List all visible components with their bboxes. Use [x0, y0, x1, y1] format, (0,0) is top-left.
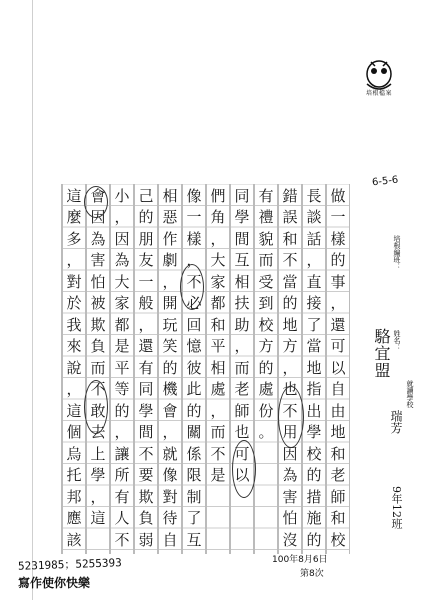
- essay-char: 也: [282, 380, 298, 398]
- essay-column: [230, 184, 254, 554]
- essay-char: 了: [186, 509, 202, 527]
- essay-char: 回: [186, 315, 202, 334]
- essay-char: 學: [234, 208, 250, 226]
- essay-char: 同: [138, 380, 154, 398]
- essay-char: 相: [234, 272, 250, 291]
- essay-char: 直: [306, 272, 322, 291]
- essay-char: 校: [258, 315, 274, 334]
- essay-char: 還: [138, 337, 154, 355]
- logo-caption: 培根檔案: [365, 90, 392, 97]
- essay-char: 的: [258, 358, 274, 377]
- essay-char: 的: [186, 401, 202, 420]
- essay-char: 個: [66, 423, 82, 441]
- essay-char: 長: [306, 186, 322, 205]
- essay-char: 間: [138, 423, 154, 441]
- essay-column: [134, 184, 158, 554]
- essay-char: 施: [306, 509, 322, 527]
- essay-column: [86, 184, 110, 554]
- essay-char: 師: [234, 401, 250, 420]
- essay-char: 說: [66, 358, 82, 377]
- essay-char: ，: [90, 487, 106, 506]
- essay-char: 老: [330, 466, 346, 484]
- essay-char: ，: [162, 423, 178, 441]
- essay-char: 家: [210, 272, 226, 291]
- essay-char: 憶: [186, 337, 202, 355]
- essay-char: ，: [66, 251, 82, 269]
- essay-char: 大: [114, 272, 130, 291]
- essay-char: 去: [90, 423, 106, 441]
- essay-char: 角: [210, 208, 226, 226]
- essay-char: 學: [138, 401, 154, 420]
- essay-char: 待: [162, 509, 178, 527]
- essay-char: 此: [186, 380, 202, 398]
- essay-char: 因: [90, 208, 106, 226]
- essay-char: 受: [258, 272, 274, 291]
- essay-char: 互: [234, 251, 250, 269]
- essay-char: 和: [330, 444, 346, 463]
- essay-char: 老: [234, 380, 250, 398]
- essay-char: 上: [90, 444, 106, 463]
- essay-char: 不: [90, 380, 106, 398]
- essay-char: 怕: [282, 509, 298, 527]
- essay-char: 樣: [186, 229, 202, 248]
- essay-char: 。: [258, 423, 274, 441]
- essay-char: 不: [282, 401, 298, 420]
- essay-char: 間: [234, 229, 250, 248]
- essay-char: 到: [258, 294, 274, 312]
- essay-char: 這: [90, 509, 106, 527]
- essay-char: ，: [114, 208, 130, 226]
- essay-date: 100年8月6日: [272, 555, 328, 565]
- essay-char: 因: [114, 229, 130, 248]
- essay-char: 互: [186, 530, 202, 549]
- student-name: 駱宜盟: [372, 328, 391, 379]
- essay-char: 接: [306, 294, 322, 312]
- essay-char: ，: [210, 401, 226, 420]
- essay-char: 關: [186, 423, 202, 441]
- margin-line: [32, 0, 33, 600]
- essay-char: 處: [258, 380, 274, 398]
- essay-char: 和: [330, 509, 346, 527]
- essay-char: 家: [114, 294, 130, 312]
- essay-char: 等: [114, 380, 130, 398]
- essay-char: 不: [138, 444, 154, 463]
- essay-char: 措: [306, 487, 322, 506]
- school-label: 就讀學校: [406, 380, 414, 408]
- essay-char: ，: [306, 251, 322, 269]
- essay-char: 師: [330, 487, 346, 506]
- essay-char: 負: [90, 337, 106, 355]
- essay-column: [110, 184, 134, 554]
- essay-char: ，: [234, 337, 250, 355]
- essay-char: 小: [114, 186, 130, 205]
- essay-char: 是: [210, 466, 226, 484]
- essay-char: 都: [114, 315, 130, 334]
- essay-char: 所: [114, 466, 130, 484]
- essay-char: 被: [90, 294, 106, 312]
- essay-char: 會: [162, 401, 178, 420]
- essay-char: 自: [330, 380, 346, 398]
- essay-char: 扶: [234, 294, 250, 312]
- essay-char: 必: [186, 294, 202, 312]
- essay-char: 來: [66, 337, 82, 355]
- essay-char: 的: [306, 530, 322, 549]
- essay-char: 一: [186, 208, 202, 226]
- essay-column: [62, 184, 86, 554]
- essay-char: 以: [234, 466, 250, 484]
- essay-char: 了: [306, 315, 322, 334]
- essay-char: 欺: [90, 315, 106, 334]
- essay-char: 事: [330, 272, 346, 291]
- essay-char: 以: [330, 358, 346, 377]
- essay-char: 沒: [282, 530, 298, 549]
- essay-char: 談: [306, 208, 322, 226]
- essay-char: 做: [330, 186, 346, 205]
- essay-char: 對: [162, 487, 178, 506]
- essay-char: 可: [234, 444, 250, 463]
- correction-circle: [84, 380, 108, 434]
- essay-column: [158, 184, 182, 554]
- essay-char: 應: [66, 509, 82, 527]
- essay-char: 劇: [162, 251, 178, 269]
- essay-char: ，: [210, 229, 226, 248]
- essay-char: 欺: [138, 487, 154, 506]
- essay-char: 有: [114, 487, 130, 506]
- essay-char: 和: [282, 229, 298, 248]
- essay-char: 因: [282, 444, 298, 463]
- essay-column: [182, 184, 206, 554]
- essay-char: 校: [330, 530, 346, 549]
- essay-char: 指: [306, 380, 322, 398]
- essay-char: 的: [282, 294, 298, 312]
- essay-char: ，: [114, 423, 130, 441]
- name-label: 姓名：: [393, 330, 401, 351]
- essay-char: 有: [258, 186, 274, 205]
- essay-char: 係: [186, 444, 202, 463]
- essay-char: 為: [282, 466, 298, 484]
- essay-char: 友: [138, 251, 154, 269]
- essay-char: 還: [330, 315, 346, 334]
- essay-char: 用: [282, 423, 298, 441]
- essay-char: 害: [90, 251, 106, 269]
- essay-char: 學: [90, 466, 106, 484]
- essay-char: 的: [114, 401, 130, 420]
- essay-char: 而: [258, 251, 274, 269]
- essay-char: 多: [66, 229, 82, 248]
- essay-char: ，: [138, 315, 154, 334]
- essay-char: ，: [330, 294, 346, 312]
- essay-char: 當: [282, 272, 298, 291]
- essay-char: 這: [66, 186, 82, 205]
- essay-char: 像: [186, 186, 202, 205]
- essay-char: 玩: [162, 315, 178, 334]
- essay-char: 們: [210, 186, 226, 205]
- slogan: 寫作使你快樂: [18, 576, 91, 590]
- essay-char: 我: [66, 315, 82, 334]
- essay-char: ，: [66, 380, 82, 398]
- essay-char: 的: [306, 466, 322, 484]
- essay-char: 和: [210, 315, 226, 334]
- essay-char: 校: [306, 444, 322, 463]
- essay-char: 像: [162, 466, 178, 484]
- essay-char: 開: [162, 294, 178, 312]
- essay-char: 己: [138, 186, 154, 205]
- essay-char: 彼: [186, 358, 202, 377]
- essay-char: 害: [282, 487, 298, 506]
- essay-char: 該: [66, 530, 82, 549]
- essay-char: ，: [186, 251, 202, 269]
- essay-char: 般: [138, 294, 154, 312]
- essay-char: 為: [90, 229, 106, 248]
- essay-char: 這: [66, 401, 82, 420]
- essay-char: ，: [282, 358, 298, 377]
- essay-column: [302, 184, 326, 554]
- essay-char: 由: [330, 401, 346, 420]
- essay-char: 不: [210, 444, 226, 463]
- essay-char: 為: [114, 251, 130, 269]
- essay-char: 相: [162, 186, 178, 205]
- essay-char: 都: [210, 294, 226, 312]
- essay-char: 制: [186, 487, 202, 506]
- essay-char: 而: [90, 358, 106, 377]
- essay-char: 作: [162, 229, 178, 248]
- school-name: 瑞芳: [389, 410, 403, 434]
- essay-char: 敢: [90, 401, 106, 420]
- editor-label: 培根編班：: [393, 235, 401, 270]
- essay-char: 就: [162, 444, 178, 463]
- essay-char: 烏: [66, 444, 82, 463]
- essay-char: 也: [234, 423, 250, 441]
- essay-char: 惡: [162, 208, 178, 226]
- essay-char: 助: [234, 315, 250, 334]
- student-ids: 5231985；5255393: [17, 556, 122, 573]
- essay-char: 邦: [66, 487, 82, 506]
- essay-char: ，: [162, 272, 178, 291]
- essay-char: 方: [258, 337, 274, 355]
- essay-char: 的: [138, 208, 154, 226]
- essay-char: 不: [114, 530, 130, 549]
- essay-char: 的: [162, 358, 178, 377]
- essay-page-number: 第8次: [300, 569, 324, 579]
- essay-char: 貌: [258, 229, 274, 248]
- essay-char: 方: [282, 337, 298, 355]
- essay-char: 份: [258, 401, 274, 420]
- essay-char: 托: [66, 466, 82, 484]
- essay-char: 誤: [282, 208, 298, 226]
- essay-char: 話: [306, 229, 322, 248]
- essay-char: 地: [306, 358, 322, 377]
- essay-char: 可: [330, 337, 346, 355]
- essay-char: 而: [210, 423, 226, 441]
- essay-column: [326, 184, 350, 554]
- correction-circle: [232, 440, 256, 498]
- essay-char: 樣: [330, 229, 346, 248]
- essay-char: 一: [330, 208, 346, 226]
- essay-char: 地: [282, 315, 298, 334]
- essay-column: [278, 184, 302, 554]
- essay-char: 怕: [90, 272, 106, 291]
- essay-column: [206, 184, 230, 554]
- essay-char: 平: [114, 358, 130, 377]
- essay-char: 當: [306, 337, 322, 355]
- essay-char: 平: [210, 337, 226, 355]
- grade-code: 6-5-6: [371, 174, 399, 189]
- essay-char: 一: [138, 272, 154, 291]
- essay-char: 大: [210, 251, 226, 269]
- essay-char: 負: [138, 509, 154, 527]
- essay-char: 會: [90, 186, 106, 205]
- essay-char: 笑: [162, 337, 178, 355]
- essay-char: 出: [306, 401, 322, 420]
- essay-char: 不: [186, 272, 202, 291]
- essay-char: 弱: [138, 530, 154, 549]
- essay-char: 錯: [282, 186, 298, 205]
- essay-char: 麼: [66, 208, 82, 226]
- essay-char: 機: [162, 380, 178, 398]
- essay-char: 限: [186, 466, 202, 484]
- essay-char: 讓: [114, 444, 130, 463]
- essay-char: 地: [330, 423, 346, 441]
- essay-char: 不: [282, 251, 298, 269]
- correction-circle: [180, 264, 204, 310]
- essay-column: [254, 184, 278, 554]
- essay-char: 人: [114, 509, 130, 527]
- essay-char: 的: [330, 251, 346, 269]
- essay-char: 有: [138, 358, 154, 377]
- essay-char: 同: [234, 186, 250, 205]
- essay-char: 朋: [138, 229, 154, 248]
- year-class: 9年12班: [390, 486, 403, 529]
- essay-char: 對: [66, 272, 82, 291]
- correction-circle: [84, 186, 108, 218]
- essay-char: 處: [210, 380, 226, 398]
- correction-circle: [278, 386, 304, 448]
- essay-char: 自: [162, 530, 178, 549]
- essay-char: 是: [114, 337, 130, 355]
- essay-char: 學: [306, 423, 322, 441]
- essay-char: 而: [234, 358, 250, 377]
- essay-char: 於: [66, 294, 82, 312]
- writing-grid: [58, 184, 350, 554]
- essay-char: 相: [210, 358, 226, 377]
- essay-char: 禮: [258, 208, 274, 226]
- essay-char: 要: [138, 466, 154, 484]
